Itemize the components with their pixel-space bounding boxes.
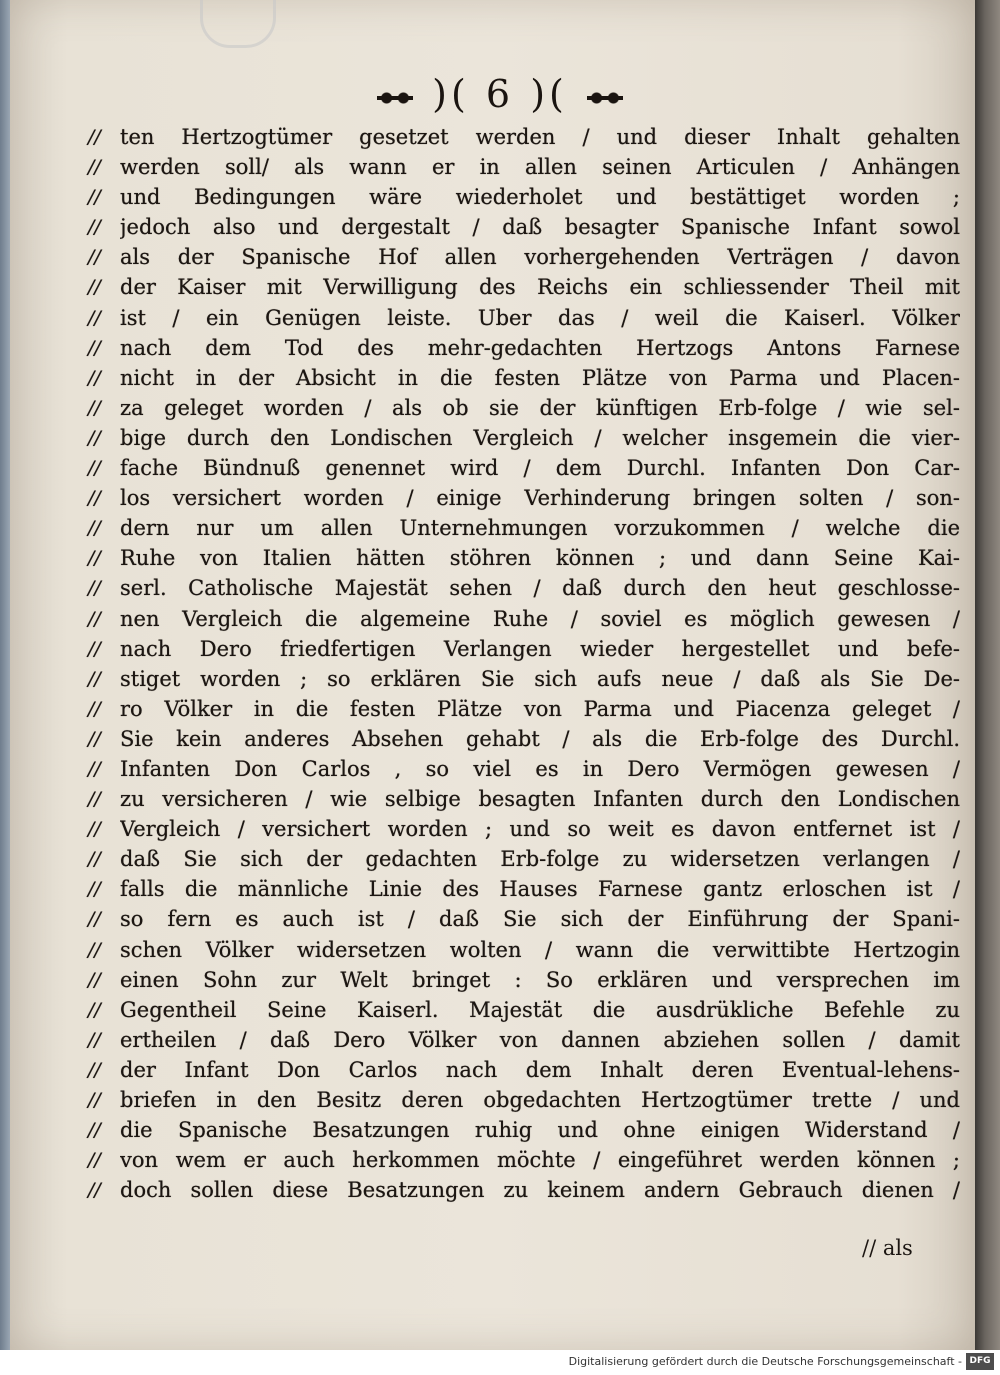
text-line [88,363,960,393]
margin-quote-mark: // [88,246,101,269]
text-line [88,874,960,904]
margin-quote-mark: // [88,487,101,510]
text-line [88,694,960,724]
margin-quote-mark: // [88,1028,101,1051]
text-line [88,212,960,242]
margin-quote-mark: // [88,366,101,389]
text-line [88,242,960,272]
text-line [88,784,960,814]
text-line [88,1025,960,1055]
text-line [88,754,960,784]
margin-quote-mark: // [88,1089,101,1111]
book-binding-edge [975,0,1000,1350]
text-line [88,814,960,844]
line-text: nicht in der Absicht in die festen Plätze von Parma und Placen- [120,365,960,390]
line-text: die Spanische Besatzungen ruhig und ohne einigen Widerstand / [120,1118,960,1143]
text-line [88,1115,960,1145]
margin-quote-mark: // [88,186,101,209]
line-text: daß Sie sich der gedachten Erb-folge zu widersetzen verlangen / [120,847,960,872]
margin-quote-mark: // [88,547,101,570]
text-line [88,333,960,363]
line-text: Vergleich / versichert worden ; und so weit es davon entfernet ist / [120,817,960,842]
text-line [88,935,960,965]
line-text: ten Hertzogtümer gesetzet werden / und dieser Inhalt gehalten [120,125,960,149]
margin-quote-mark: // [88,1179,101,1202]
line-text: los versichert worden / einige Verhinderung bringen solten / son- [120,486,960,511]
margin-quote-mark: // [88,216,101,239]
line-text: briefen in den Besitz deren obgedachten Hertzogtümer trette / und [120,1088,960,1112]
margin-quote-mark: // [88,938,101,961]
page-header [0,72,1000,116]
margin-quote-mark: // [88,968,101,991]
line-text: Sie kein anderes Absehen gehabt / als die Erb-folge des Durchl. [120,726,960,751]
line-text: ist / ein Genügen leiste. Uber das / weil die Kaiserl. Völker [120,305,960,330]
text-line [88,604,960,634]
margin-quote-mark: // [88,276,101,299]
margin-quote-mark: // [88,697,101,720]
margin-quote-mark: // [88,637,101,660]
line-text: nen Vergleich die algemeine Ruhe / soviel es möglich gewesen / [120,606,960,631]
text-line [88,965,960,995]
margin-quote-mark: // [88,607,101,630]
margin-quote-mark: // [88,306,101,329]
text-line [88,453,960,483]
line-text: stiget worden ; so erklären Sie sich aufs neue / daß als Sie De- [120,666,960,691]
line-text: falls die männliche Linie des Hauses Farnese gantz erloschen ist / [120,877,960,902]
text-line [88,122,960,152]
text-line [88,483,960,513]
text-line [88,634,960,664]
text-line [88,664,960,694]
line-text: und Bedingungen wäre wiederholet und bestättiget worden ; [120,185,960,210]
margin-quote-mark: // [88,818,101,841]
page-number: 6 [485,72,515,116]
bleed-through-text [580,1238,900,1268]
line-text: doch sollen diese Besatzungen zu keinem andern Gebrauch dienen / [120,1178,960,1203]
margin-quote-mark: // [88,156,101,179]
dfg-logo: DFG [966,1353,994,1370]
margin-quote-mark: // [88,126,101,148]
margin-quote-mark: // [88,727,101,750]
bracket-right: )( [530,72,568,116]
text-line [88,1055,960,1085]
margin-quote-mark: // [88,1149,101,1172]
margin-quote-mark: // [88,517,101,540]
line-text: Ruhe von Italien hätten stöhren können ; und dann Seine Kai- [120,546,960,571]
text-line [88,1145,960,1175]
text-line [88,1175,960,1205]
margin-quote-mark: // [88,667,101,690]
line-text: als der Spanische Hof allen vorhergehenden Verträgen / davon [120,245,960,270]
line-text: zu versicheren / wie selbige besagten Infanten durch den Londischen [120,787,960,812]
line-text: za geleget worden / als ob sie der künftigen Erb-folge / wie sel- [120,395,960,420]
ornament-left-icon [374,85,416,111]
margin-quote-mark: // [88,878,101,901]
funding-credit: Digitalisierung gefördert durch die Deutsche Forschungsgemeinschaft - [568,1355,962,1368]
margin-quote-mark: // [88,1119,101,1142]
line-text: so fern es auch ist / daß Sie sich der Einführung der Spani- [120,907,960,932]
text-line [88,303,960,333]
margin-quote-mark: // [88,577,101,600]
margin-quote-mark: // [88,1058,101,1081]
margin-quote-mark: // [88,457,101,480]
line-text: jedoch also und dergestalt / daß besagter Spanische Infant sowol [120,215,960,240]
text-line [88,995,960,1025]
line-text: nach dem Tod des mehr-gedachten Hertzogs Antons Farnese [120,335,960,360]
margin-quote-mark: // [88,788,101,811]
bracket-left: )( [432,72,470,116]
text-line [88,423,960,453]
text-line [88,573,960,603]
text-line [88,513,960,543]
line-text: Infanten Don Carlos , so viel es in Dero Vermögen gewesen / [120,756,960,781]
page-edge-shadow [0,0,10,1350]
line-text: Gegentheil Seine Kaiserl. Majestät die ausdrükliche Befehle zu [120,997,960,1022]
line-text: fache Bündnuß genennet wird / dem Durchl. Infanten Don Car- [120,456,960,481]
text-line [88,152,960,182]
margin-quote-mark: // [88,426,101,449]
page-clip-icon [200,0,276,48]
text-line [88,904,960,934]
line-text: serl. Catholische Majestät sehen / daß durch den heut geschlosse- [120,576,960,601]
line-text: werden soll/ als wann er in allen seinen Articulen / Anhängen [120,155,960,180]
text-line [88,272,960,302]
line-text: ertheilen / daß Dero Völker von dannen abziehen sollen / damit [120,1027,960,1052]
margin-quote-mark: // [88,848,101,871]
text-line [88,1085,960,1115]
margin-quote-mark: // [88,757,101,780]
text-line [88,393,960,423]
line-text: schen Völker widersetzen wolten / wann die verwittibte Hertzogin [120,937,960,962]
margin-quote-mark: // [88,908,101,931]
line-text: einen Sohn zur Welt bringet : So erklären und versprechen im [120,967,960,992]
line-text: ro Völker in die festen Plätze von Parma und Piacenza geleget / [120,696,960,721]
line-text: der Kaiser mit Verwilligung des Reichs ein schliessender Theil mit [120,275,960,300]
text-line [88,182,960,212]
text-line [88,844,960,874]
ornament-right-icon [584,85,626,111]
margin-quote-mark: // [88,336,101,359]
line-text: bige durch den Londischen Vergleich / welcher insgemein die vier- [120,425,960,450]
line-text: der Infant Don Carlos nach dem Inhalt deren Eventual-lehens- [120,1057,960,1082]
text-line [88,543,960,573]
margin-quote-mark: // [88,998,101,1021]
footer-bar [0,1350,1000,1375]
line-text: nach Dero friedfertigen Verlangen wieder hergestellet und befe- [120,636,960,661]
catchword: // als [862,1236,913,1260]
line-text: dern nur um allen Unternehmungen vorzukommen / welche die [120,516,960,541]
line-text: von wem er auch herkommen möchte / eingeführet werden können ; [120,1148,960,1173]
text-line [88,724,960,754]
margin-quote-mark: // [88,396,101,419]
body-text [88,122,960,1205]
